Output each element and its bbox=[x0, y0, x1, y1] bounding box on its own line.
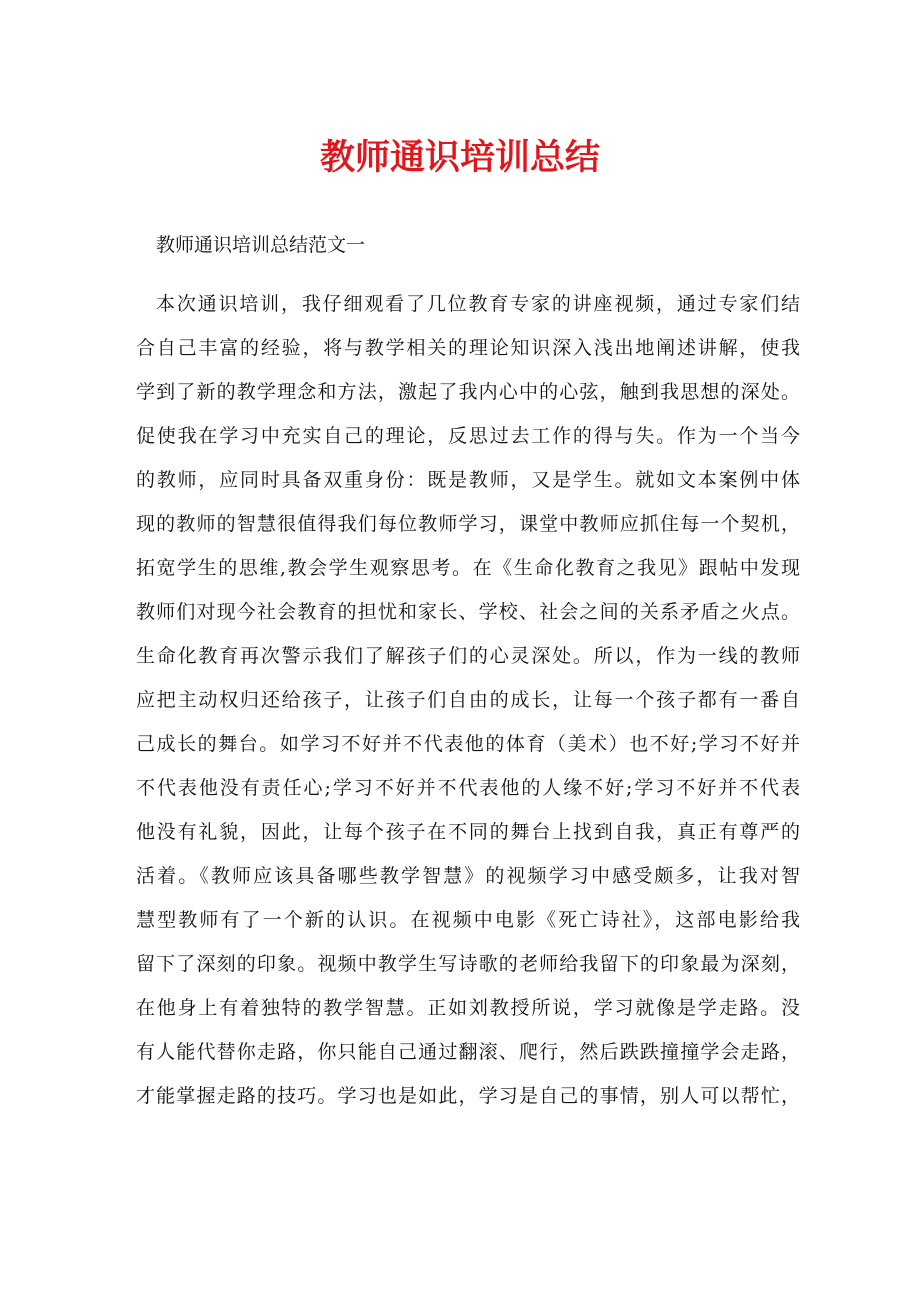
body-line: 在他身上有着独特的教学智慧。正如刘教授所说，学习就像是学走路。没 bbox=[136, 997, 800, 1019]
body-line: 本次通识培训，我仔细观看了几位教育专家的讲座视频，通过专家们结 bbox=[156, 293, 800, 315]
body-line: 教师们对现今社会教育的担忧和家长、学校、社会之间的关系矛盾之火点。 bbox=[136, 601, 800, 623]
body-line: 他没有礼貌，因此，让每个孩子在不同的舞台上找到自我，真正有尊严的 bbox=[136, 821, 800, 843]
body-line: 活着。《教师应该具备哪些教学智慧》的视频学习中感受颇多，让我对智 bbox=[136, 865, 800, 887]
body-line: 才能掌握走路的技巧。学习也是如此，学习是自己的事情，别人可以帮忙， bbox=[136, 1085, 800, 1107]
body-line: 己成长的舞台。如学习不好并不代表他的体育（美术）也不好;学习不好并 bbox=[136, 733, 800, 755]
body-line: 合自己丰富的经验，将与教学相关的理论知识深入浅出地阐述讲解，使我 bbox=[136, 337, 800, 359]
body-line: 促使我在学习中充实自己的理论，反思过去工作的得与失。作为一个当今 bbox=[136, 425, 800, 447]
document-subtitle: 教师通识培训总结范文一 bbox=[156, 234, 366, 256]
body-line: 生命化教育再次警示我们了解孩子们的心灵深处。所以，作为一线的教师 bbox=[136, 645, 800, 667]
body-line: 拓宽学生的思维,教会学生观察思考。在《生命化教育之我见》跟帖中发现 bbox=[136, 557, 800, 579]
body-line: 学到了新的教学理念和方法，激起了我内心中的心弦，触到我思想的深处。 bbox=[136, 381, 800, 403]
body-line: 应把主动权归还给孩子，让孩子们自由的成长，让每一个孩子都有一番自 bbox=[136, 689, 800, 711]
body-line: 的教师，应同时具备双重身份：既是教师，又是学生。就如文本案例中体 bbox=[136, 469, 800, 491]
body-line: 不代表他没有责任心;学习不好并不代表他的人缘不好;学习不好并不代表 bbox=[136, 777, 800, 799]
body-line: 慧型教师有了一个新的认识。在视频中电影《死亡诗社》，这部电影给我 bbox=[136, 909, 800, 931]
body-line: 留下了深刻的印象。视频中教学生写诗歌的老师给我留下的印象最为深刻， bbox=[136, 953, 800, 975]
body-line: 现的教师的智慧很值得我们每位教师学习，课堂中教师应抓住每一个契机， bbox=[136, 513, 800, 535]
document-title: 教师通识培训总结 bbox=[319, 138, 600, 178]
body-line: 有人能代替你走路，你只能自己通过翻滚、爬行，然后跌跌撞撞学会走路， bbox=[136, 1041, 800, 1063]
